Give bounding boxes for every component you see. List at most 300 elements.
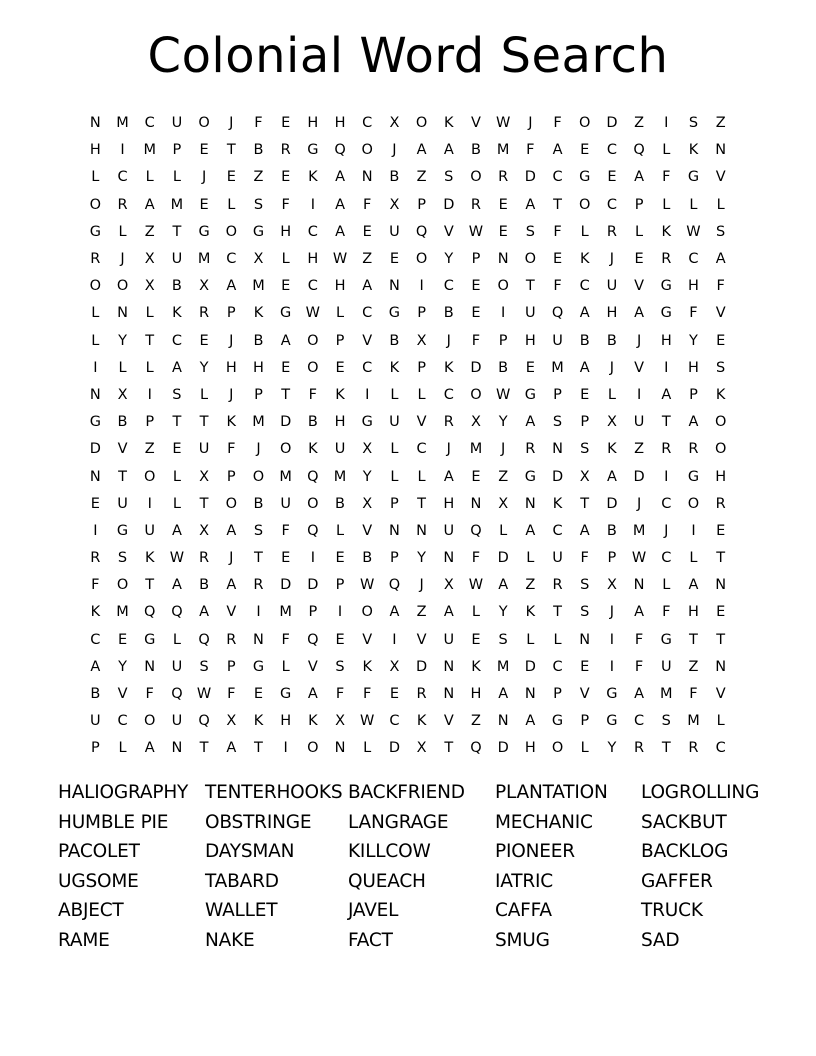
grid-cell[interactable]: T <box>553 196 562 213</box>
grid-cell[interactable]: D <box>280 577 292 594</box>
grid-cell[interactable]: X <box>416 740 427 757</box>
grid-cell[interactable]: K <box>607 441 617 458</box>
grid-cell[interactable]: M <box>469 441 483 458</box>
grid-cell[interactable]: J <box>229 386 234 403</box>
grid-cell[interactable]: T <box>226 142 236 159</box>
word-list-item[interactable]: BACKFRIEND <box>348 782 465 804</box>
grid-cell[interactable]: T <box>417 495 427 512</box>
grid-cell[interactable]: V <box>634 278 645 295</box>
grid-cell[interactable]: M <box>632 522 646 539</box>
grid-cell[interactable]: T <box>716 550 726 567</box>
grid-cell[interactable]: L <box>335 522 345 539</box>
grid-cell[interactable]: K <box>552 495 563 512</box>
grid-cell[interactable]: A <box>335 169 345 186</box>
grid-cell[interactable]: M <box>116 604 129 621</box>
grid-cell[interactable]: U <box>280 495 291 512</box>
grid-cell[interactable]: V <box>362 631 373 648</box>
grid-cell[interactable]: F <box>227 441 236 458</box>
grid-cell[interactable]: R <box>688 441 699 458</box>
grid-cell[interactable]: L <box>689 196 698 213</box>
grid-cell[interactable]: U <box>144 522 156 539</box>
grid-cell[interactable]: F <box>634 658 644 675</box>
grid-cell[interactable]: E <box>335 359 345 376</box>
grid-cell[interactable]: X <box>199 522 210 539</box>
grid-cell[interactable]: B <box>171 278 182 295</box>
grid-cell[interactable]: P <box>335 332 345 349</box>
grid-cell[interactable]: U <box>443 522 455 539</box>
grid-cell[interactable]: L <box>172 495 181 512</box>
grid-cell[interactable]: L <box>390 441 399 458</box>
grid-cell[interactable]: X <box>117 386 128 403</box>
grid-cell[interactable]: Z <box>715 115 726 132</box>
grid-cell[interactable]: W <box>196 686 212 703</box>
grid-cell[interactable]: O <box>524 251 537 268</box>
grid-cell[interactable]: Z <box>498 468 509 485</box>
grid-cell[interactable]: C <box>226 251 237 268</box>
grid-cell[interactable]: L <box>172 169 181 186</box>
grid-cell[interactable]: G <box>252 658 265 675</box>
grid-cell[interactable]: S <box>580 441 590 458</box>
word-list-item[interactable]: BACKLOG <box>641 841 729 863</box>
grid-cell[interactable]: R <box>280 142 291 159</box>
grid-cell[interactable]: E <box>498 196 508 213</box>
grid-cell[interactable]: O <box>415 115 428 132</box>
grid-cell[interactable]: N <box>334 740 346 757</box>
grid-cell[interactable]: F <box>526 142 535 159</box>
grid-cell[interactable]: A <box>634 305 645 322</box>
grid-cell[interactable]: J <box>446 332 451 349</box>
grid-cell[interactable]: W <box>305 305 321 322</box>
grid-cell[interactable]: P <box>172 142 182 159</box>
grid-cell[interactable]: X <box>144 251 155 268</box>
grid-cell[interactable]: I <box>609 658 615 675</box>
grid-cell[interactable]: A <box>525 414 536 431</box>
grid-cell[interactable]: J <box>609 604 615 621</box>
grid-cell[interactable]: T <box>118 468 127 485</box>
grid-cell[interactable]: N <box>388 522 400 539</box>
grid-cell[interactable]: H <box>334 278 346 295</box>
grid-cell[interactable]: E <box>471 278 481 295</box>
grid-cell[interactable]: P <box>390 550 399 567</box>
grid-cell[interactable]: H <box>688 278 699 295</box>
grid-cell[interactable]: I <box>664 359 669 376</box>
grid-cell[interactable]: J <box>392 142 397 159</box>
grid-cell[interactable]: C <box>688 251 699 268</box>
grid-cell[interactable]: Q <box>470 522 482 539</box>
grid-cell[interactable]: L <box>145 169 154 186</box>
grid-cell[interactable]: A <box>661 386 672 403</box>
grid-cell[interactable]: D <box>443 196 455 213</box>
grid-cell[interactable]: A <box>498 577 509 594</box>
grid-cell[interactable]: F <box>91 577 100 594</box>
grid-cell[interactable]: G <box>524 386 536 403</box>
grid-cell[interactable]: N <box>388 278 400 295</box>
grid-cell[interactable]: J <box>636 332 642 349</box>
grid-cell[interactable]: C <box>579 278 590 295</box>
grid-cell[interactable]: C <box>307 223 318 240</box>
grid-cell[interactable]: F <box>689 686 698 703</box>
grid-cell[interactable]: D <box>606 495 618 512</box>
grid-cell[interactable]: Q <box>307 522 319 539</box>
grid-cell[interactable]: T <box>525 278 535 295</box>
grid-cell[interactable]: G <box>361 414 373 431</box>
grid-cell[interactable]: A <box>335 196 345 213</box>
grid-cell[interactable]: K <box>253 713 264 730</box>
grid-cell[interactable]: Q <box>633 142 645 159</box>
grid-cell[interactable]: P <box>226 305 236 322</box>
grid-cell[interactable]: E <box>716 332 726 349</box>
grid-cell[interactable]: N <box>416 522 428 539</box>
grid-cell[interactable]: R <box>470 196 481 213</box>
grid-cell[interactable]: L <box>662 577 671 594</box>
grid-cell[interactable]: I <box>283 740 288 757</box>
grid-cell[interactable]: K <box>226 414 237 431</box>
grid-cell[interactable]: X <box>579 468 590 485</box>
grid-cell[interactable]: B <box>307 414 318 431</box>
grid-cell[interactable]: X <box>471 414 481 431</box>
grid-cell[interactable]: S <box>335 658 345 675</box>
grid-cell[interactable]: X <box>389 115 400 132</box>
grid-cell[interactable]: K <box>90 604 101 621</box>
grid-cell[interactable]: I <box>147 386 152 403</box>
grid-cell[interactable]: E <box>281 359 291 376</box>
grid-cell[interactable]: U <box>443 631 455 648</box>
grid-cell[interactable]: I <box>609 631 615 648</box>
grid-cell[interactable]: D <box>551 468 564 485</box>
grid-cell[interactable]: F <box>471 550 481 567</box>
grid-cell[interactable]: A <box>525 196 536 213</box>
grid-cell[interactable]: E <box>253 686 264 703</box>
grid-cell[interactable]: A <box>579 305 590 322</box>
grid-cell[interactable]: V <box>416 631 427 648</box>
grid-cell[interactable]: W <box>360 713 375 730</box>
grid-cell[interactable]: K <box>144 550 155 567</box>
grid-cell[interactable]: A <box>634 169 645 186</box>
grid-cell[interactable]: G <box>144 631 156 648</box>
grid-cell[interactable]: G <box>660 305 672 322</box>
grid-cell[interactable]: O <box>89 278 102 295</box>
grid-cell[interactable]: Q <box>307 631 319 648</box>
grid-cell[interactable]: O <box>307 359 319 376</box>
grid-cell[interactable]: P <box>390 495 399 512</box>
grid-cell[interactable]: T <box>254 550 263 567</box>
grid-cell[interactable]: P <box>308 604 318 621</box>
grid-cell[interactable]: A <box>579 359 590 376</box>
grid-cell[interactable]: L <box>390 386 399 403</box>
grid-cell[interactable]: R <box>416 686 427 703</box>
word-list-item[interactable]: RAME <box>58 929 110 951</box>
grid-cell[interactable]: U <box>389 223 400 240</box>
grid-cell[interactable]: E <box>90 495 100 512</box>
grid-cell[interactable]: P <box>634 196 644 213</box>
grid-cell[interactable]: O <box>89 196 102 213</box>
grid-cell[interactable]: Y <box>689 332 698 349</box>
word-list-item[interactable]: SACKBUT <box>641 811 727 833</box>
word-list-item[interactable]: IATRIC <box>495 870 554 892</box>
grid-cell[interactable]: C <box>552 658 563 675</box>
grid-cell[interactable]: S <box>580 577 590 594</box>
grid-cell[interactable]: N <box>89 386 101 403</box>
grid-cell[interactable]: Y <box>417 550 427 567</box>
grid-cell[interactable]: A <box>226 522 237 539</box>
grid-cell[interactable]: C <box>552 169 563 186</box>
grid-cell[interactable]: I <box>501 305 506 322</box>
grid-cell[interactable]: L <box>172 468 181 485</box>
grid-cell[interactable]: C <box>171 332 182 349</box>
grid-cell[interactable]: D <box>307 577 319 594</box>
word-list-item[interactable]: TABARD <box>205 870 279 892</box>
grid-cell[interactable]: P <box>226 658 236 675</box>
grid-cell[interactable]: E <box>525 359 535 376</box>
grid-cell[interactable]: U <box>552 332 563 349</box>
grid-cell[interactable]: P <box>226 468 236 485</box>
grid-cell[interactable]: A <box>199 604 210 621</box>
grid-cell[interactable]: Z <box>688 658 699 675</box>
grid-cell[interactable]: U <box>633 414 645 431</box>
grid-cell[interactable]: L <box>145 359 154 376</box>
grid-cell[interactable]: U <box>171 251 183 268</box>
grid-cell[interactable]: N <box>443 550 455 567</box>
grid-cell[interactable]: E <box>634 251 644 268</box>
grid-cell[interactable]: H <box>688 604 699 621</box>
grid-cell[interactable]: J <box>229 550 234 567</box>
grid-cell[interactable]: X <box>443 577 454 594</box>
grid-cell[interactable]: N <box>89 468 101 485</box>
grid-cell[interactable]: L <box>91 332 100 349</box>
grid-cell[interactable]: B <box>362 550 373 567</box>
grid-cell[interactable]: Z <box>416 604 427 621</box>
grid-cell[interactable]: C <box>117 713 128 730</box>
grid-cell[interactable]: K <box>688 142 699 159</box>
grid-cell[interactable]: T <box>553 604 562 621</box>
grid-cell[interactable]: R <box>253 577 264 594</box>
grid-cell[interactable]: M <box>116 115 129 132</box>
grid-cell[interactable]: T <box>145 577 155 594</box>
word-list-item[interactable]: ABJECT <box>58 900 124 922</box>
word-list-item[interactable]: SMUG <box>495 929 550 951</box>
grid-cell[interactable]: A <box>171 577 182 594</box>
grid-cell[interactable]: H <box>89 142 101 159</box>
grid-cell[interactable]: D <box>524 169 536 186</box>
grid-cell[interactable]: O <box>116 577 129 594</box>
grid-cell[interactable]: Z <box>634 115 645 132</box>
grid-cell[interactable]: V <box>471 115 481 132</box>
grid-cell[interactable]: A <box>226 740 237 757</box>
grid-cell[interactable]: J <box>636 495 642 512</box>
grid-cell[interactable]: O <box>252 468 265 485</box>
grid-cell[interactable]: X <box>606 414 617 431</box>
grid-cell[interactable]: S <box>253 196 264 213</box>
grid-cell[interactable]: P <box>417 196 426 213</box>
grid-cell[interactable]: E <box>471 305 481 322</box>
grid-cell[interactable]: V <box>416 414 427 431</box>
grid-cell[interactable]: C <box>634 713 645 730</box>
grid-cell[interactable]: I <box>93 522 98 539</box>
grid-cell[interactable]: I <box>365 386 370 403</box>
grid-cell[interactable]: L <box>499 522 508 539</box>
grid-cell[interactable]: K <box>416 713 427 730</box>
grid-cell[interactable]: L <box>607 386 616 403</box>
grid-cell[interactable]: U <box>606 278 618 295</box>
grid-cell[interactable]: X <box>253 251 264 268</box>
grid-cell[interactable]: I <box>120 142 125 159</box>
grid-cell[interactable]: X <box>226 713 237 730</box>
grid-cell[interactable]: Q <box>198 631 210 648</box>
grid-cell[interactable]: K <box>444 359 454 376</box>
grid-cell[interactable]: Q <box>144 604 156 621</box>
grid-cell[interactable]: I <box>419 278 424 295</box>
grid-cell[interactable]: V <box>634 359 645 376</box>
grid-cell[interactable]: U <box>660 658 672 675</box>
grid-cell[interactable]: A <box>552 142 563 159</box>
grid-cell[interactable]: E <box>716 604 726 621</box>
grid-cell[interactable]: H <box>470 686 482 703</box>
grid-cell[interactable]: H <box>606 305 618 322</box>
grid-cell[interactable]: L <box>417 468 426 485</box>
grid-cell[interactable]: E <box>471 631 481 648</box>
grid-cell[interactable]: S <box>444 169 454 186</box>
grid-cell[interactable]: G <box>579 169 591 186</box>
grid-cell[interactable]: O <box>415 251 428 268</box>
grid-cell[interactable]: P <box>580 414 590 431</box>
grid-cell[interactable]: K <box>362 658 372 675</box>
grid-cell[interactable]: E <box>172 441 182 458</box>
grid-cell[interactable]: R <box>661 441 672 458</box>
word-list-item[interactable]: OBSTRINGE <box>205 811 312 833</box>
grid-cell[interactable]: V <box>443 713 454 730</box>
grid-cell[interactable]: A <box>606 468 617 485</box>
grid-cell[interactable]: C <box>144 115 155 132</box>
grid-cell[interactable]: R <box>443 414 454 431</box>
grid-cell[interactable]: Q <box>470 740 482 757</box>
grid-cell[interactable]: X <box>606 577 617 594</box>
grid-cell[interactable]: V <box>117 441 128 458</box>
grid-cell[interactable]: F <box>308 386 318 403</box>
grid-cell[interactable]: A <box>443 142 454 159</box>
grid-cell[interactable]: M <box>279 468 292 485</box>
grid-cell[interactable]: B <box>90 686 101 703</box>
grid-cell[interactable]: M <box>197 251 211 268</box>
grid-cell[interactable]: L <box>145 305 154 322</box>
grid-cell[interactable]: O <box>714 441 727 458</box>
grid-cell[interactable]: L <box>118 223 127 240</box>
grid-cell[interactable]: N <box>361 169 373 186</box>
grid-cell[interactable]: F <box>662 604 671 621</box>
grid-cell[interactable]: A <box>498 686 509 703</box>
grid-cell[interactable]: A <box>226 577 237 594</box>
grid-cell[interactable]: Q <box>171 604 183 621</box>
grid-cell[interactable]: W <box>495 115 511 132</box>
word-list-item[interactable]: QUEACH <box>348 870 426 892</box>
grid-cell[interactable]: Z <box>471 713 481 730</box>
grid-cell[interactable]: X <box>362 495 373 512</box>
grid-cell[interactable]: E <box>389 686 399 703</box>
grid-cell[interactable]: E <box>199 332 209 349</box>
grid-cell[interactable]: N <box>633 577 645 594</box>
grid-cell[interactable]: E <box>607 169 617 186</box>
grid-cell[interactable]: C <box>715 740 726 757</box>
grid-cell[interactable]: W <box>360 577 375 594</box>
grid-cell[interactable]: S <box>552 414 563 431</box>
grid-cell[interactable]: T <box>145 332 155 349</box>
grid-cell[interactable]: K <box>172 305 182 322</box>
grid-cell[interactable]: M <box>143 142 156 159</box>
grid-cell[interactable]: A <box>226 278 237 295</box>
grid-cell[interactable]: F <box>335 686 345 703</box>
grid-cell[interactable]: B <box>606 522 617 539</box>
grid-cell[interactable]: V <box>715 169 726 186</box>
grid-cell[interactable]: A <box>144 196 155 213</box>
grid-cell[interactable]: N <box>715 577 727 594</box>
grid-cell[interactable]: X <box>144 278 155 295</box>
grid-cell[interactable]: N <box>144 658 156 675</box>
grid-cell[interactable]: B <box>253 332 264 349</box>
grid-cell[interactable]: Y <box>199 359 209 376</box>
word-list-item[interactable]: HUMBLE PIE <box>58 811 169 833</box>
grid-cell[interactable]: Y <box>444 251 454 268</box>
grid-cell[interactable]: F <box>281 631 290 648</box>
grid-cell[interactable]: J <box>229 332 234 349</box>
grid-cell[interactable]: U <box>90 713 101 730</box>
grid-cell[interactable]: O <box>307 740 319 757</box>
word-list-item[interactable]: FACT <box>348 929 393 951</box>
grid-cell[interactable]: M <box>279 604 292 621</box>
grid-cell[interactable]: N <box>497 251 509 268</box>
grid-cell[interactable]: L <box>390 468 399 485</box>
grid-cell[interactable]: E <box>362 223 372 240</box>
grid-cell[interactable]: D <box>524 658 536 675</box>
grid-cell[interactable]: O <box>198 115 210 132</box>
grid-cell[interactable]: L <box>471 604 481 621</box>
grid-cell[interactable]: E <box>580 386 590 403</box>
grid-cell[interactable]: T <box>199 495 209 512</box>
grid-cell[interactable]: B <box>498 359 509 376</box>
grid-cell[interactable]: Y <box>498 414 508 431</box>
grid-cell[interactable]: U <box>552 550 563 567</box>
grid-cell[interactable]: X <box>498 495 509 512</box>
grid-cell[interactable]: L <box>580 223 589 240</box>
grid-cell[interactable]: K <box>661 223 672 240</box>
grid-cell[interactable]: O <box>551 740 564 757</box>
grid-cell[interactable]: I <box>310 550 315 567</box>
grid-cell[interactable]: I <box>310 196 315 213</box>
grid-cell[interactable]: E <box>199 196 209 213</box>
grid-cell[interactable]: F <box>553 115 562 132</box>
grid-cell[interactable]: E <box>580 142 590 159</box>
grid-cell[interactable]: O <box>144 468 156 485</box>
word-list-item[interactable]: SAD <box>641 929 680 951</box>
grid-cell[interactable]: D <box>470 359 482 376</box>
grid-cell[interactable]: Q <box>551 305 564 322</box>
grid-cell[interactable]: T <box>281 386 291 403</box>
grid-cell[interactable]: K <box>579 251 590 268</box>
grid-cell[interactable]: L <box>118 359 127 376</box>
grid-cell[interactable]: W <box>495 386 511 403</box>
grid-cell[interactable]: S <box>580 604 590 621</box>
grid-cell[interactable]: I <box>337 604 343 621</box>
grid-cell[interactable]: U <box>171 713 183 730</box>
grid-cell[interactable]: U <box>525 305 536 322</box>
grid-cell[interactable]: T <box>172 414 182 431</box>
grid-cell[interactable]: G <box>687 468 700 485</box>
grid-cell[interactable]: S <box>716 223 726 240</box>
grid-cell[interactable]: Y <box>607 740 617 757</box>
grid-cell[interactable]: Z <box>416 169 427 186</box>
word-list-item[interactable]: KILLCOW <box>348 841 431 863</box>
grid-cell[interactable]: D <box>497 740 509 757</box>
grid-cell[interactable]: R <box>226 631 237 648</box>
grid-cell[interactable]: J <box>256 441 261 458</box>
